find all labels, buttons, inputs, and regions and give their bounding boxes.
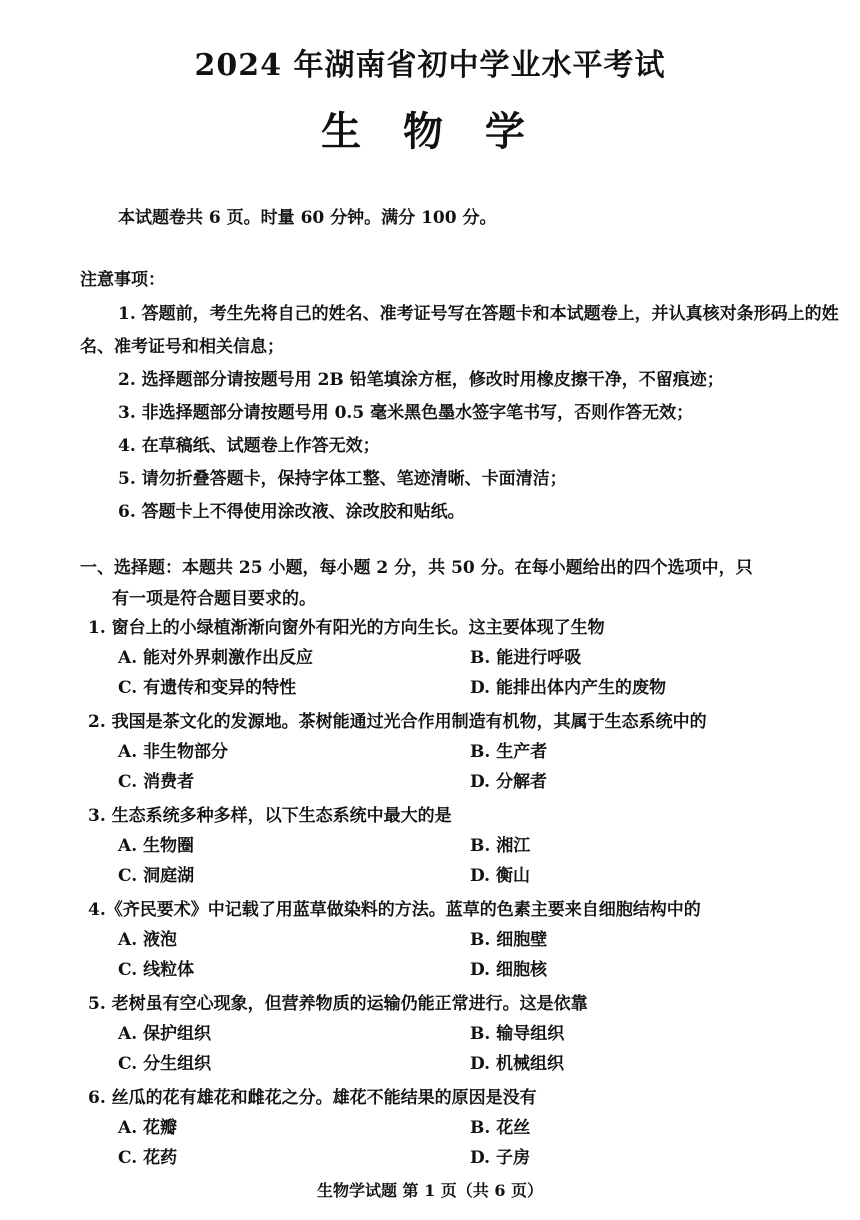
notice-item: 2. 选择题部分请按题号用 2B 铅笔填涂方框，修改时用橡皮擦干净，不留痕迹； [118,370,724,390]
page-footer: 生物学试题 第 1 页（共 6 页） [316,1181,544,1200]
notice-list [80,298,840,529]
section-heading [80,553,840,615]
question-6 [88,1083,828,1173]
question-stem: 6. 丝瓜的花有雄花和雌花之分。雄花不能结果的原因是没有 [88,1088,537,1108]
question-stem: 2. 我国是茶文化的发源地。茶树能通过光合作用制造有机物，其属于生态系统中的 [88,712,707,732]
option-b: B. 湘江 [470,836,531,856]
subject-title: 生 物 学 [321,108,539,155]
option-c: C. 花药 [118,1148,178,1168]
option-a: A. 能对外界刺激作出反应 [118,648,314,668]
option-d: D. 细胞核 [470,960,547,980]
question-1 [88,613,828,703]
question-stem: 3. 生态系统多种多样，以下生态系统中最大的是 [88,806,452,826]
section-heading-line1: 一、选择题：本题共 25 小题，每小题 2 分，共 50 分。在每小题给出的四个选项中，只 [80,558,753,578]
question-3 [88,801,828,891]
option-d: D. 衡山 [470,866,530,886]
option-d: D. 能排出体内产生的废物 [470,678,666,698]
option-c: C. 消费者 [118,772,195,792]
option-d: D. 机械组织 [470,1054,564,1074]
option-b: B. 输导组织 [470,1024,565,1044]
option-a: A. 液泡 [118,930,178,950]
notice-item: 4. 在草稿纸、试题卷上作答无效； [118,436,380,456]
section-heading-line2: 有一项是符合题目要求的。 [112,589,316,609]
option-b: B. 能进行呼吸 [470,648,582,668]
question-stem: 5. 老树虽有空心现象，但营养物质的运输仍能正常进行。这是依靠 [88,994,588,1014]
option-b: B. 生产者 [470,742,548,762]
option-c: C. 洞庭湖 [118,866,195,886]
notice-item: 6. 答题卡上不得使用涂改液、涂改胶和贴纸。 [118,502,465,522]
option-c: C. 线粒体 [118,960,195,980]
option-a: A. 保护组织 [118,1024,212,1044]
question-stem: 1. 窗台上的小绿植渐渐向窗外有阳光的方向生长。这主要体现了生物 [88,618,605,638]
option-a: A. 花瓣 [118,1118,178,1138]
question-5 [88,989,828,1079]
notice-item: 5. 请勿折叠答题卡，保持字体工整、笔迹清晰、卡面清洁； [118,469,567,489]
notice-item: 1. 答题前，考生先将自己的姓名、准考证号写在答题卡和本试题卷上，并认真核对条形码上的姓名、准考证号和相关信息； [80,304,839,357]
question-4 [88,895,828,985]
option-c: C. 分生组织 [118,1054,212,1074]
option-d: D. 分解者 [470,772,547,792]
exam-intro: 本试题卷共 6 页。时量 60 分钟。满分 100 分。 [118,208,497,228]
exam-title: 2024 年湖南省初中学业水平考试 [194,48,666,83]
notice-heading: 注意事项： [80,270,165,290]
option-c: C. 有遗传和变异的特性 [118,678,297,698]
question-list [88,613,828,1177]
option-a: A. 生物圈 [118,836,195,856]
option-a: A. 非生物部分 [118,742,229,762]
option-b: B. 花丝 [470,1118,531,1138]
option-d: D. 子房 [470,1148,530,1168]
question-2 [88,707,828,797]
option-b: B. 细胞壁 [470,930,548,950]
notice-item: 3. 非选择题部分请按题号用 0.5 毫米黑色墨水签字笔书写，否则作答无效； [118,403,694,423]
question-stem: 4.《齐民要术》中记载了用蓝草做染料的方法。蓝草的色素主要来自细胞结构中的 [88,900,701,920]
